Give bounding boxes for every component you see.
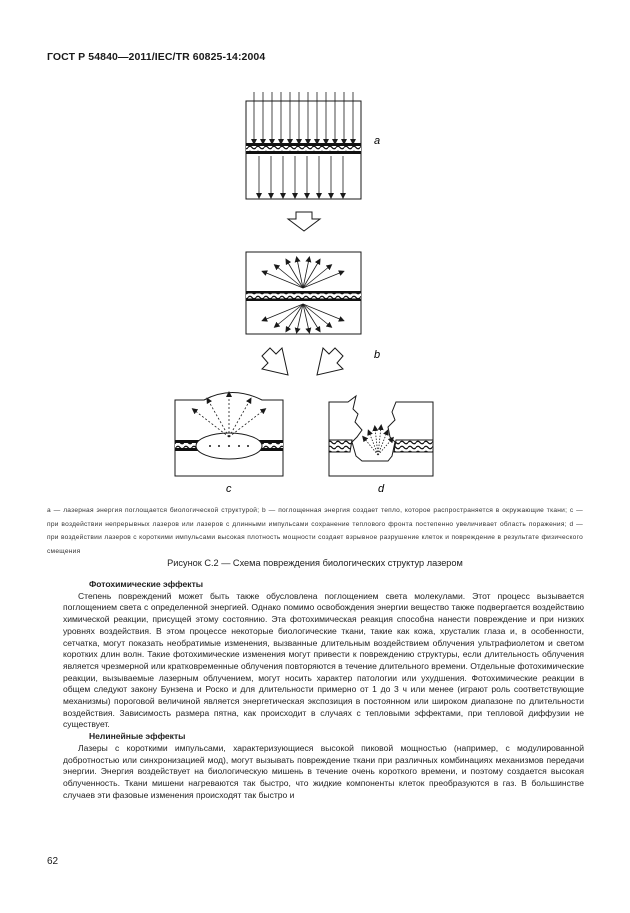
transition-arrow-right xyxy=(317,348,343,375)
panel-d-diagram xyxy=(329,396,433,476)
body-text xyxy=(63,579,584,801)
document-header: ГОСТ Р 54840—2011/IEC/TR 60825-14:2004 xyxy=(47,51,266,63)
panel-b-diagram xyxy=(246,252,361,334)
page-number: 62 xyxy=(47,856,59,867)
label-d: d xyxy=(378,483,385,495)
transition-arrow-left xyxy=(262,348,288,375)
panel-a-diagram xyxy=(246,92,361,199)
section-paragraph-photochemical: Степень повреждений может быть также обусловлена поглощением света молекулами. Этот процесс вызывается поглощением света с определенной энергией. Однако помимо освобождения энергии вещество также подвергается воздействию химической реакции, присущей этому состоянию. Эта фотохимическая реакция способна нанести повреждение и при низких уровнях воздействия. В этом процессе некоторые биологические ткани, такие как кожа, хрусталик глаза и, в особенности, сетчатка, могут показать необратимые изменения, вызванные длительным воздействием облучения ультрафиолетом и светом коротких длин волн. Такие фотохимические изменения могут привести к повреждению структуры, если длительность облучения является чрезмерной или кратковременные облучения повторяются в течение длительного времени. Отдельные фотохимические реакции, вызываемые лазерным облучением, могут носить характер патологии или ухудшения. Фотохимические реакции в общем следуют закону Бунзена и Роско и для длительности примерно от 1 до 3 ч или менее (играют роль соответствующие механизмы) пороговой величиной является энергетическая экспозиция в постоянном или широком диапазоне по длительности воздействия. Зависимость размера пятна, как происходит в случаях с тепловыми эффектами, при тепловой диффузии не существует. xyxy=(63,590,584,730)
panel-c-diagram xyxy=(175,393,283,477)
section-heading-nonlinear: Нелинейные эффекты xyxy=(89,731,186,742)
label-a: a xyxy=(374,135,381,147)
section-heading-photochemical: Фотохимические эффекты xyxy=(89,579,204,589)
section-paragraph-nonlinear: Лазеры с короткими импульсами, характеризующиеся высокой пиковой мощностью (например, с модулированной добротностью или синхронизацией мод), могут вызывать повреждение ткани при различных комбинациях механизмов передачи энергии. Энергия воздействует на биологическую мишень в течение очень короткого времени, и поэтому создается высокая облученность. Ткани мишени нагреваются так быстро, что жидкие компоненты клеток преобразуются в газ. В большинстве случаев эти фазовые изменения происходят так быстро и xyxy=(63,742,584,800)
figure-notes: a — лазерная энергия поглощается биологической структурой; b — поглощенная энергия создает тепло, которое распространяется в окружающие ткани; c — при воздействии непрерывных лазеров или лазеров с длинными импульсами сохранение теплового фронта постепенно увеличивает область поражения; d — при воздействии лазеров с короткими импульсами высокая плотность мощности создает взрывное разрушение клеток и повреждение в результате физического смещения xyxy=(47,507,583,555)
label-b: b xyxy=(374,349,381,361)
figure-title: Рисунок С.2 — Схема повреждения биологических структур лазером xyxy=(167,558,463,568)
transition-arrow-down xyxy=(288,212,320,231)
label-c: c xyxy=(226,483,232,495)
